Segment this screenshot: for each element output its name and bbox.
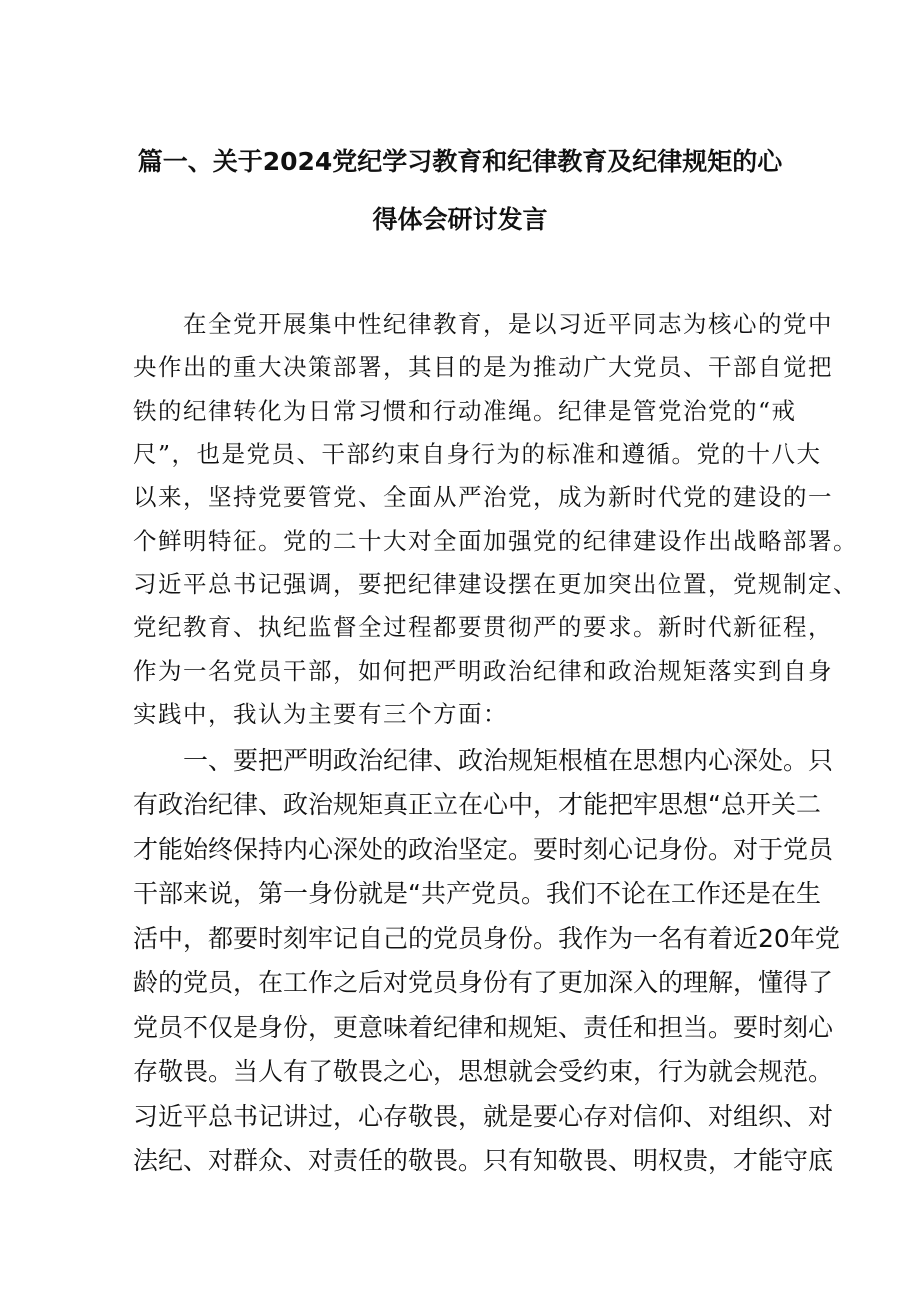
section-one-line: 活中，都要时刻牢记自己的党员身份。我作为一名有着近20年党 <box>133 924 840 953</box>
intro-paragraph-line: 在全党开展集中性纪律教育，是以习近平同志为核心的党中 <box>133 310 833 338</box>
intro-paragraph-line: 尺”，也是党员、干部约束自身行为的标准和遵循。党的十八大 <box>133 440 822 468</box>
intro-paragraph-line: 以来，坚持党要管党、全面从严治党，成为新时代党的建设的一 <box>133 483 833 511</box>
intro-paragraph-line: 铁的纪律转化为日常习惯和行动准绳。纪律是管党治党的“戒 <box>133 397 797 425</box>
intro-paragraph-line: 实践中，我认为主要有三个方面： <box>133 700 508 728</box>
intro-paragraph-line: 作为一名党员干部，如何把严明政治纪律和政治规矩落实到自身 <box>133 657 833 685</box>
section-one-line: 干部来说，第一身份就是“共产党员。我们不论在工作还是在生 <box>133 879 821 908</box>
section-one-line: 一、要把严明政治纪律、政治规矩根植在思想内心深处。只 <box>133 746 834 775</box>
intro-paragraph-line: 党纪教育、执纪监督全过程都要贯彻严的要求。新时代新征程， <box>133 613 833 641</box>
intro-paragraph-line: 个鲜明特征。党的二十大对全面加强党的纪律建设作出战略部署。 <box>133 527 858 555</box>
intro-paragraph-line: 习近平总书记强调，要把纪律建设摆在更加突出位置，党规制定、 <box>133 570 858 598</box>
intro-paragraph-line: 央作出的重大决策部署，其目的是为推动广大党员、干部自觉把 <box>133 353 833 381</box>
document-title-line-1: 篇一、关于2024党纪学习教育和纪律教育及纪律规矩的心 <box>137 147 783 176</box>
document-title-line-2: 得体会研讨发言 <box>372 205 548 234</box>
section-one-line: 法纪、对群众、对责任的敬畏。只有知敬畏、明权贵，才能守底 <box>133 1146 834 1175</box>
section-one-line: 习近平总书记讲过，心存敬畏，就是要心存对信仰、对组织、对 <box>133 1102 834 1131</box>
section-one-line: 才能始终保持内心深处的政治坚定。要时刻心记身份。对于党员 <box>133 835 834 864</box>
section-one-line: 龄的党员，在工作之后对党员身份有了更加深入的理解，懂得了 <box>133 968 834 997</box>
section-one-line: 有政治纪律、政治规矩真正立在心中，才能把牢思想“总开关二 <box>133 790 821 819</box>
section-one-line: 存敬畏。当人有了敬畏之心，思想就会受约束，行为就会规范。 <box>133 1057 834 1086</box>
section-one-line: 党员不仅是身份，更意味着纪律和规矩、责任和担当。要时刻心 <box>133 1013 834 1042</box>
